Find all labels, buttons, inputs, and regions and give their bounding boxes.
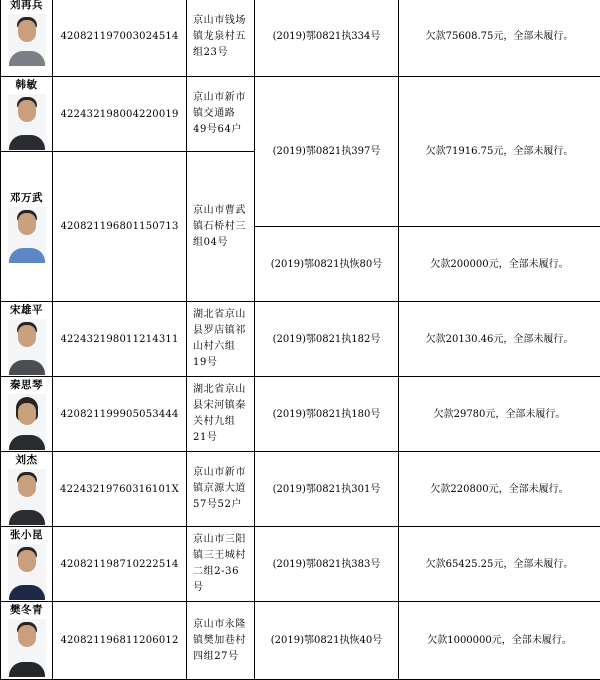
id-number: 420821196801150713 [53,152,187,302]
table-row [1,527,600,602]
person-name: 韩敏 [1,79,52,92]
person-name: 宋雄平 [1,304,52,317]
table-row [1,302,600,377]
person-photo-icon [8,544,46,600]
person-photo-icon [8,14,46,66]
person-cell [1,0,53,77]
address: 湖北省京山县罗店镇祁山村六组19号 [187,302,255,377]
person-name: 张小昆 [1,529,52,542]
debt-status: 欠款220800元，全部未履行。 [399,452,600,527]
table-row [1,377,600,452]
table-row [1,77,600,152]
person-name: 刘杰 [1,454,52,467]
id-number: 422432198011214311 [53,302,187,377]
person-name: 邓万武 [1,192,52,205]
person-photo-icon [8,94,46,150]
person-cell [1,152,53,302]
address: 京山市曹武镇石桥村三组04号 [187,152,255,302]
case-number: (2019)鄂0821执恢80号 [255,227,399,302]
table-row [1,452,600,527]
debt-status: 欠款20130.46元，全部未履行。 [399,302,600,377]
person-cell [1,602,53,680]
case-number: (2019)鄂0821执182号 [255,302,399,377]
case-number: (2019)鄂0821执恢40号 [255,602,399,680]
case-number: (2019)鄂0821执334号 [255,0,399,77]
address: 京山市新市镇京源大道57号52户 [187,452,255,527]
id-number: 422432198004220019 [53,77,187,152]
debt-status: 欠款75608.75元，全部未履行。 [399,0,600,77]
id-number: 420821199905053444 [53,377,187,452]
person-cell [1,302,53,377]
case-number: (2019)鄂0821执383号 [255,527,399,602]
id-number: 420821197003024514 [53,0,187,77]
id-number: 420821196811206012 [53,602,187,680]
id-number: 420821198710222514 [53,527,187,602]
person-photo-icon [8,469,46,525]
debt-status: 欠款71916.75元，全部未履行。 [399,77,600,227]
person-cell [1,452,53,527]
debt-status: 欠款65425.25元，全部未履行。 [399,527,600,602]
case-number: (2019)鄂0821执301号 [255,452,399,527]
case-number: (2019)鄂0821执397号 [255,77,399,227]
address: 京山市钱场镇龙泉村五组23号 [187,0,255,77]
person-name: 刘再兵 [1,0,52,12]
person-cell [1,377,53,452]
person-cell [1,77,53,152]
person-cell [1,527,53,602]
table-row [1,602,600,680]
address: 京山市新市镇交通路49号64户 [187,77,255,152]
address: 京山市三阳镇三王城村二组2-36号 [187,527,255,602]
address: 湖北省京山县宋河镇秦关村九组21号 [187,377,255,452]
person-photo-icon [8,207,46,263]
person-name: 樊冬青 [1,604,52,617]
person-photo-icon [8,394,46,450]
case-number: (2019)鄂0821执180号 [255,377,399,452]
table-row [1,0,600,77]
debt-status: 欠款200000元，全部未履行。 [399,227,600,302]
id-number: 42243219760316101X [53,452,187,527]
person-photo-icon [8,619,46,677]
debt-status: 欠款1000000元，全部未履行。 [399,602,600,680]
address: 京山市永隆镇樊加巷村四组27号 [187,602,255,680]
debt-status: 欠款29780元，全部未履行。 [399,377,600,452]
person-photo-icon [8,319,46,375]
person-name: 秦思琴 [1,379,52,392]
